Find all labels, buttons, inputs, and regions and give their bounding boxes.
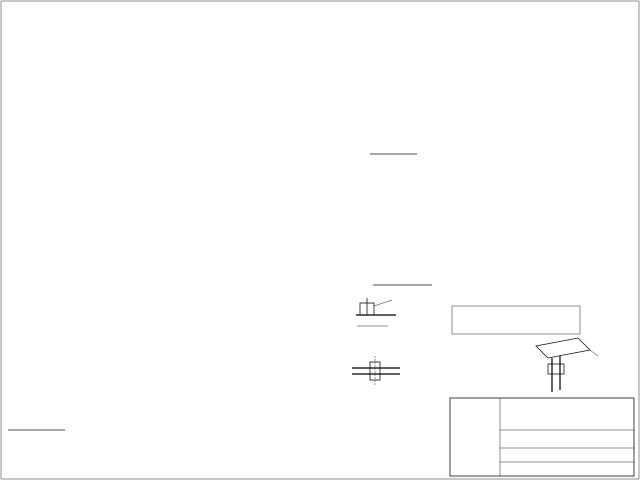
connection-sketch-plate bbox=[536, 338, 590, 358]
title-block-frame bbox=[450, 398, 634, 476]
detail-dakopstand bbox=[356, 298, 396, 326]
principle-detail bbox=[352, 356, 400, 386]
legend-frame bbox=[452, 306, 580, 334]
title-block bbox=[450, 398, 634, 476]
legend bbox=[452, 306, 580, 334]
connection-sketch-box bbox=[548, 364, 564, 374]
sheet-border bbox=[1, 1, 639, 479]
detail-dakopstand-leader bbox=[374, 300, 392, 306]
connection-sketch-brace bbox=[590, 350, 598, 356]
connection-sketch bbox=[536, 338, 598, 392]
